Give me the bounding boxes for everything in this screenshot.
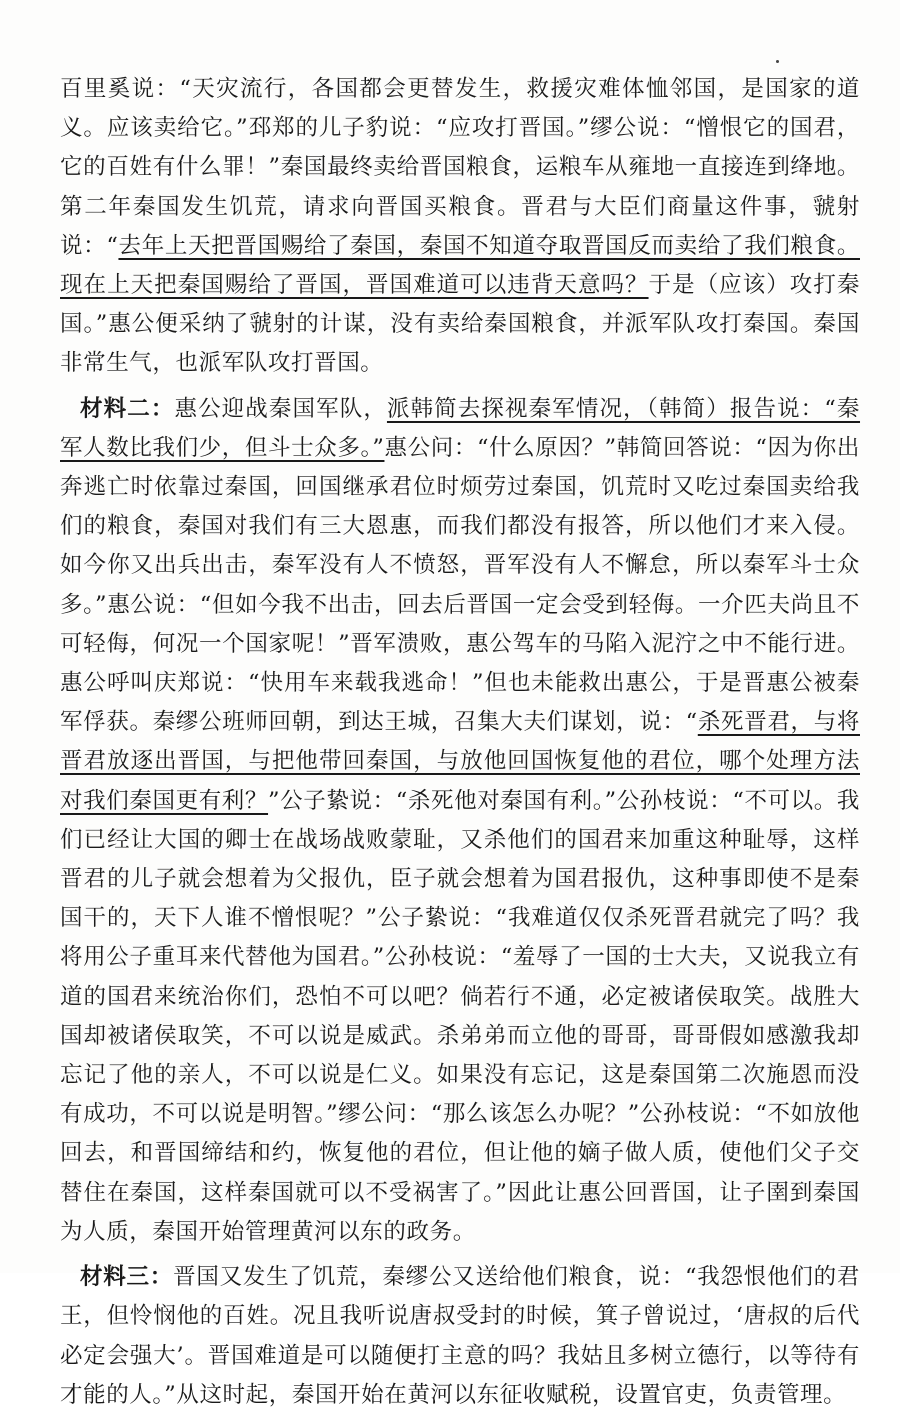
paragraph-1: [60, 70, 860, 384]
material-3-label: 材料三：: [80, 1264, 174, 1291]
document-body: [60, 70, 860, 1421]
underlined-sentence-3: 杀死晋君，与将晋君放逐出晋国，与把他带回秦国，与放他回国恢复他的君位，哪个处理方法对我们秦国更有利？: [60, 709, 860, 814]
paragraph-2-text-a: 惠公迎战秦国军队，: [174, 395, 387, 422]
paragraph-2: [60, 390, 860, 1252]
paragraph-3-text: 晋国又发生了饥荒，秦缪公又送给他们粮食，说：“我怨恨他们的君王，但怜悯他的百姓。况且我听说唐叔受封的时候，箕子曾说过，‘唐叔的后代必定会强大’。晋国难道是可以随便打主意的吗？我姑且多树立德行，以等待有才能的人。”从这时起，秦国开始在黄河以东征收赋税，设置官吏，负责管理。: [60, 1264, 860, 1408]
paragraph-2-text-b: 惠公问：“什么原因？”韩简回答说：“因为你出奔逃亡时依靠过秦国，回国继承君位时烦劳过秦国，饥荒时又吃过秦国卖给我们的粮食，秦国对我们有三大恩惠，而我们都没有报答，所以他们才来入侵。如今你又出兵出击，秦军没有人不愤怒，晋军没有人不懈怠，所以秦军斗士众多。”惠公说：“但如今我不出击，回去后晋国一定会受到轻侮。一介匹夫尚且不可轻侮，何况一个国家呢！”晋军溃败，惠公驾车的马陷入泥泞之中不能行进。惠公呼叫庆郑说：“快用车来载我逃命！”但也未能救出惠公，于是晋惠公被秦军俘获。秦缪公班师回朝，到达王城，召集大夫们谋划，说：“: [60, 434, 860, 736]
paragraph-1-text-a: 百里奚说：“天灾流行，各国都会更替发生，救援灾难体恤邻国，是国家的道义。应该卖给它。”邳郑的儿子豹说：“应攻打晋国。”缪公说：“憎恨它的国君，它的百姓有什么罪！”秦国最终卖给晋国粮食，运粮车从雍地一直接连到绛地。第二年秦国发生饥荒，请求向晋国买粮食。晋君与大臣们商量这件事，虢射说：“: [60, 76, 860, 259]
paragraph-3: [60, 1258, 860, 1415]
underlined-sentence-2: 派韩简去探视秦军情况，（韩简）报告说：“秦军人数比我们少，但斗士众多。”: [60, 395, 861, 461]
paragraph-2-text-c: ”公子絷说：“杀死他对秦国有利。”公孙枝说：“不可以。我们已经让大国的卿士在战场战败蒙耻，又杀他们的国君来加重这种耻辱，这样晋君的儿子就会想着为父报仇，臣子就会想着为国君报仇，这种事即使不是秦国干的，天下人谁不憎恨呢？”公子絷说：“我难道仅仅杀死晋君就完了吗？我将用公子重耳来代替他为国君。”公孙枝说：“羞辱了一国的士大夫，又说我立有道的国君来统治你们，恐怕不可以吧？倘若行不通，必定被诸侯取笑。战胜大国却被诸侯取笑，不可以说是威武。杀弟弟而立他的哥哥，哥哥假如感激我却忘记了他的亲人，不可以说是仁义。如果没有忘记，这是秦国第二次施恩而没有成功，不可以说是明智。”缪公问：“那么该怎么办呢？”公孙枝说：“不如放他回去，和晋国缔结和约，恢复他的君位，但让他的嫡子做人质，使他们父子交替住在秦国，这样秦国就可以不受祸害了。”因此让惠公回晋国，让子圉到秦国为人质，秦国开始管理黄河以东的政务。: [60, 787, 861, 1245]
underlined-sentence-1: 去年上天把晋国赐给了秦国，秦国不知道夺取晋国反而卖给了我们粮食。现在上天把秦国赐给了晋国，晋国难道可以违背天意吗？: [60, 232, 860, 299]
scan-speck: [776, 60, 779, 63]
paragraph-1-text-b: 于是（应该）攻打秦国。”惠公便采纳了虢射的计谋，没有卖给秦国粮食，并派军队攻打秦国。秦国非常生气，也派军队攻打晋国。: [60, 272, 860, 377]
material-2-label: 材料二：: [80, 395, 175, 422]
